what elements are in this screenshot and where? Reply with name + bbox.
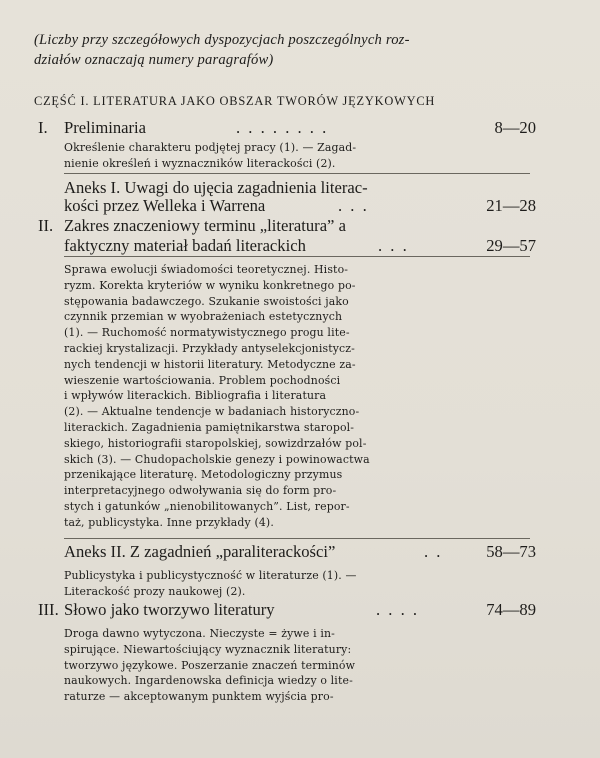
- chapter-number: I.: [38, 118, 48, 137]
- chapter-title: Preliminaria: [64, 118, 147, 137]
- description-line: rackiej krystalizacji. Przykłady antyselekcjonistycz-: [64, 341, 356, 355]
- note-line: (Liczby przy szczegółowych dyspozycjach poszczególnych roz-: [34, 32, 410, 48]
- leader-dots: . . .: [338, 196, 369, 215]
- description-line: skiego, historiografii staropolskiej, sowizdrzałów pol-: [64, 436, 367, 450]
- description-line: przenikające literaturę. Metodologiczny przymus: [64, 468, 343, 482]
- description-line: literackich. Zagadnienia pamiętnikarstwa staropol-: [64, 420, 355, 434]
- chapter-title: Słowo jako tworzywo literatury: [64, 600, 275, 619]
- description-line: naukowych. Ingardenowska definicja wiedzy o lite-: [64, 674, 353, 688]
- description-line: tworzywo językowe. Poszerzanie znaczeń terminów: [64, 658, 356, 672]
- paragraph-numbers-note: [34, 30, 564, 70]
- page-range: 58—73: [486, 542, 536, 561]
- description-line: interpretacyjnego odwoływania się do form pro-: [64, 484, 337, 498]
- description-line: Literackość prozy naukowej (2).: [64, 584, 246, 598]
- page-range: 29—57: [486, 236, 536, 255]
- chapter-description: [64, 626, 534, 705]
- chapter-number: III.: [38, 600, 59, 619]
- chapter-description: [64, 140, 534, 172]
- leader-dots: . . . . . . . .: [236, 118, 329, 137]
- description-line: (1). — Ruchomość normatywistycznego progu lite-: [64, 326, 350, 340]
- chapter-title-line: faktyczny materiał badań literackich: [64, 236, 306, 255]
- description-line: Sprawa ewolucji świadomości teoretycznej. Histo-: [64, 263, 349, 276]
- description-line: (2). — Aktualne tendencje w badaniach historyczno-: [64, 405, 360, 419]
- divider: [64, 538, 530, 539]
- annex-title-line: Aneks I. Uwagi do ujęcia zagadnienia literac-: [64, 178, 368, 197]
- description-line: ryzm. Korekta kryteriów w wyniku konkretnego po-: [64, 278, 356, 292]
- part-heading: CZĘŚĆ I. LITERATURA JAKO OBSZAR TWORÓW JĘZYKOWYCH: [34, 94, 436, 108]
- annex-title-line: kości przez Welleka i Warrena: [64, 196, 266, 215]
- description-line: wieszenie wartościowania. Problem pochodności: [64, 373, 341, 387]
- chapter-number: II.: [38, 216, 54, 235]
- leader-dots: . .: [424, 542, 443, 561]
- leader-dots: . . . .: [376, 600, 420, 619]
- description-line: raturze — akceptowanym punktem wyjścia pro-: [64, 690, 334, 704]
- description-line: spirujące. Niewartościujący wyznacznik literatury:: [64, 642, 352, 656]
- description-line: stępowania badawczego. Szukanie swoistości jako: [64, 294, 349, 308]
- description-line: nych tendencji w historii literatury. Metodyczne za-: [64, 357, 356, 371]
- page-range: 8—20: [494, 118, 536, 137]
- description-line: skich (3). — Chudopacholskie genezy i powinowactwa: [64, 452, 370, 466]
- note-line: działów oznaczają numery paragrafów): [34, 52, 274, 68]
- annex-title: Aneks II. Z zagadnień „paraliterackości”: [64, 542, 336, 561]
- chapter-title-line: Zakres znaczeniowy terminu „literatura” a: [64, 216, 346, 235]
- leader-dots: . . .: [378, 236, 409, 255]
- chapter-description: [64, 262, 534, 531]
- description-line: czynnik przemian w wyobrażeniach estetycznych: [64, 310, 343, 324]
- description-line: nienie określeń i wyznaczników literackości (2).: [64, 156, 336, 170]
- divider: [64, 256, 530, 257]
- description-line: Droga dawno wytyczona. Nieczyste = żywe i in-: [64, 627, 335, 640]
- description-line: Określenie charakteru podjętej pracy (1). — Zagad-: [64, 141, 357, 154]
- description-line: stych i gatunków „nienobilitowanych”. List, repor-: [64, 499, 350, 513]
- description-line: Publicystyka i publicystyczność w literaturze (1). —: [64, 569, 357, 582]
- page-range: 21—28: [486, 196, 536, 215]
- annex-description: [64, 568, 534, 600]
- divider: [64, 173, 530, 174]
- description-line: taż, publicystyka. Inne przykłady (4).: [64, 515, 274, 529]
- description-line: i wpływów literackich. Bibliografia i literatura: [64, 389, 327, 403]
- page-range: 74—89: [486, 600, 536, 619]
